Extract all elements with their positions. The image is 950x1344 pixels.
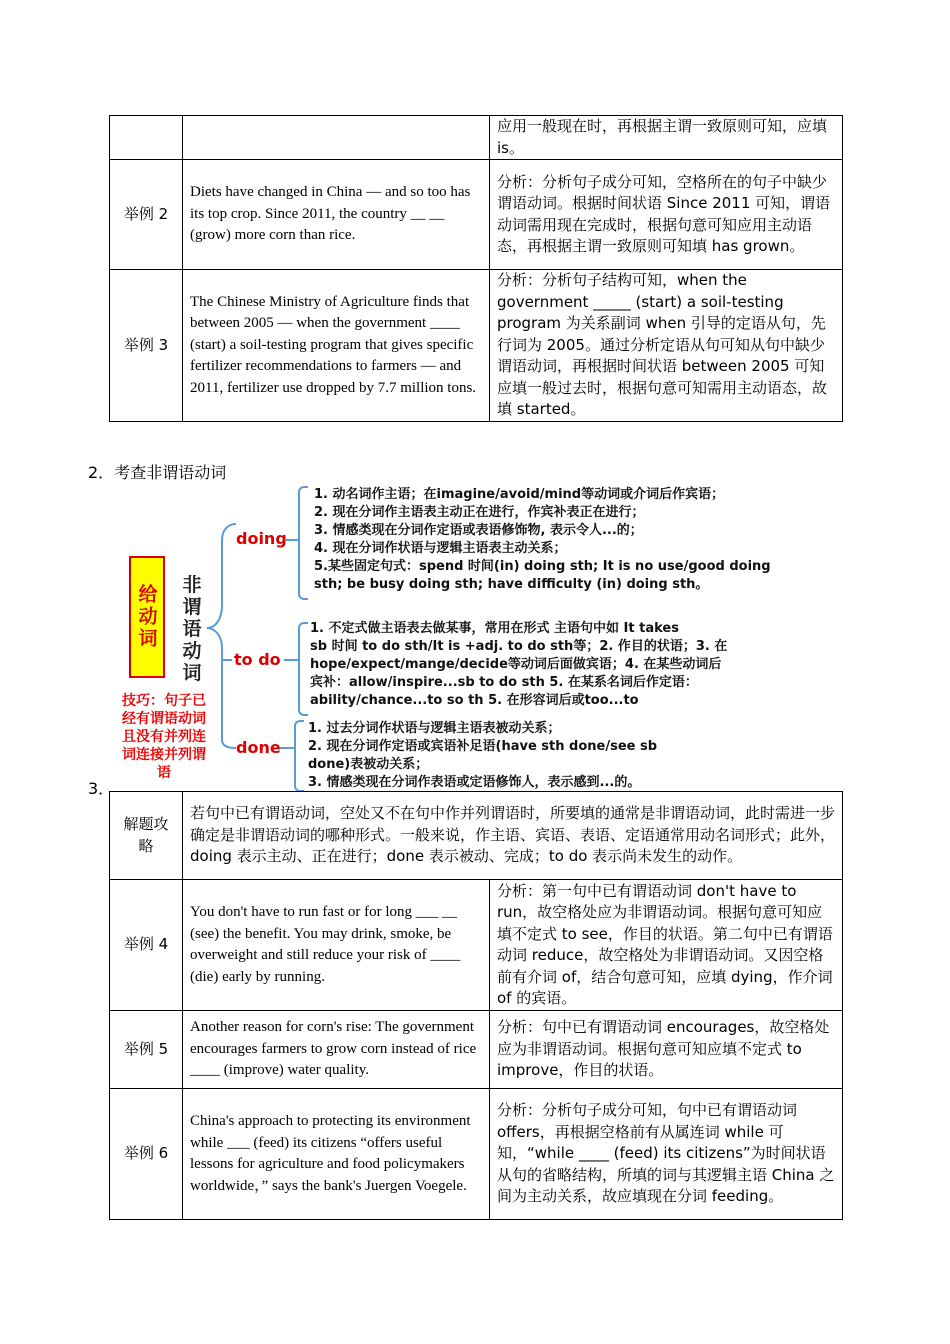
connector-done [207,628,236,748]
branch-done-label: done [236,738,281,757]
row-label: 举例 5 [110,1011,183,1089]
bracket-doing [298,486,308,600]
verb-box: 给动词 [129,556,165,678]
example-cell: Another reason for corn's rise: The government encourages farmers to grow corn instead of rice ____ (improve) water quality. [183,1011,490,1089]
analysis-cell: 应用一般现在时，再根据主谓一致原则可知，应填 is。 [490,116,843,160]
analysis-cell: 分析：第一句中已有谓语动词 don't have to run，故空格处应为非谓语动词。根据句意可知应填不定式 to see，作目的状语。第二句中已有谓语动词 reduce，故空格处为非谓语动词。又因空格前有介词 of，结合句意可知，应填 dying，作介词 of 的宾语。 [490,880,843,1011]
branch-doing-label: doing [236,529,287,548]
bracket-todo [298,622,308,716]
table-row [110,792,843,880]
doing-rules: 1. 动名词作主语；在imagine/avoid/mind等动词或介词后作宾语； 2. 现在分词作主语表主动正在进行，作宾补表正在进行； 3. 情感类现在分词作定语或表语修饰物, 表示令人...的； 4. 现在分词作状语与逻辑主语表主动关系； 5.某些固定句式：spend 时间(in) doing sth; It is no use/good doing sth; be busy doing sth; have difficulty (in) doing sth。 [314,487,771,592]
diagram-title: 非谓语动词 [182,574,202,684]
done-rules: 1. 过去分词作状语与逻辑主语表被动关系； 2. 现在分词作定语或宾语补足语(have sth done/see sb done)表被动关系； 3. 情感类现在分词作表语或定语修饰人，表示感到...的。 [308,721,658,790]
row-label: 举例 2 [110,160,183,270]
example-cell: You don't have to run fast or for long ___ __ (see) the benefit. You may drink, smoke, be overweight and still reduce your risk of ____ (die) early by running. [183,880,490,1011]
table-row [110,1011,843,1089]
todo-rules: 1. 不定式做主语表去做某事，常用在形式 主语句中如 It takes sb 时间 to do sth/It is +adj. to do sth等；2. 作目的状语；3. 在 hope/expect/mange/decide等动词后面做宾语；4. 在某些动词后 宾补：allow/inspire...sb to do sth 5. 在某系名词后作定语： ability/chance...to so th 5. 在形容词后或too...to [310,621,728,708]
row-label: 举例 4 [110,880,183,1011]
table-row [110,880,843,1011]
example-cell: Diets have changed in China — and so too has its top crop. Since 2011, the country __ __ (grow) more corn than rice. [183,160,490,270]
section-number-3: 3． [88,779,115,798]
strategy-label: 解题攻略 [110,792,183,880]
analysis-cell: 分析：分析句子成分可知，空格所在的句子中缺少谓语动词。根据时间状语 Since 2011 可知，谓语动词需用现在完成时，根据句意可知应用主动语态，再根据主谓一致原则可知填 has grown。 [490,160,843,270]
row-label: 举例 6 [110,1089,183,1220]
row-label: 举例 3 [110,270,183,422]
table-row [110,1089,843,1220]
example-cell: The Chinese Ministry of Agriculture finds that between 2005 — when the government ____ (start) a soil-testing program that gives specific fertilizer recommendations to farmers — and 2011, fertilizer use dropped by 7.7 million tons. [183,270,490,422]
connector-doing [207,524,236,628]
branch-todo-label: to do [234,650,281,669]
analysis-cell: 分析：句中已有谓语动词 encourages，故空格处应为非谓语动词。根据句意可知应填不定式 to improve，作目的状语。 [490,1011,843,1089]
analysis-cell: 分析：分析句子成分可知，句中已有谓语动词 offers，再根据空格前有从属连词 while 可知，“while ____ (feed) its citizens”为时间状语从句的省略结构，所填的词与其逻辑主语 China 之间为主动关系，故应填现在分词 feeding。 [490,1089,843,1220]
section-title: 考查非谓语动词 [114,463,227,482]
bracket-done [294,720,304,792]
analysis-cell: 分析：分析句子结构可知，when the government _____ (start) a soil-testing program 为关系副词 when 引导的定语从句，先行词为 2005。通过分析定语从句可知从句中缺少谓语动词，再根据时间状语 between 2005 可知应填一般过去时，根据句意可知需用主动语态，故填 started。 [490,270,843,422]
grammar-table-nonfinite [109,791,843,1220]
section-number: 2． [88,463,115,482]
strategy-text: 若句中已有谓语动词，空处又不在句中作并列谓语时，所要填的通常是非谓语动词，此时需进一步确定是非谓语动词的哪种形式。一般来说，作主语、宾语、表语、定语通常用动名词形式；此外，doing 表示主动、正在进行；done 表示被动、完成；to do 表示尚未发生的动作。 [183,792,843,880]
tip-text: 技巧：句子已经有谓语动词且没有并列连词连接并列谓语 [122,693,206,781]
example-cell: China's approach to protecting its environment while ___ (feed) its citizens “offers useful lessons for agriculture and food policymakers worldwide，” says the bank's Juergen Voegele. [183,1089,490,1220]
